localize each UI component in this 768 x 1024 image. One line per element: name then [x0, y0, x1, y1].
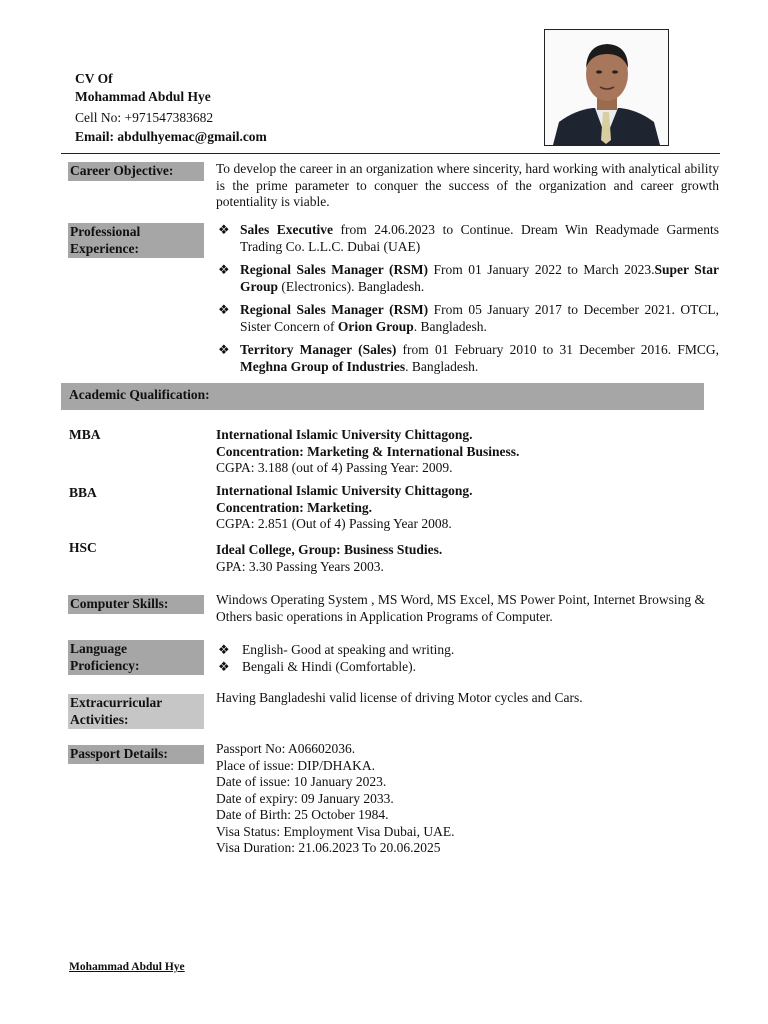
- diamond-bullet-icon: ❖: [218, 658, 230, 674]
- career-objective-label: Career Objective:: [68, 162, 204, 181]
- job-title: Regional Sales Manager (RSM): [240, 262, 429, 277]
- header-divider: [61, 153, 720, 154]
- experience-item: [216, 342, 719, 375]
- professional-experience-label-line2: Experience:: [70, 240, 139, 256]
- visa-status: Visa Status: Employment Visa Dubai, UAE.: [216, 823, 455, 839]
- experience-list: [216, 222, 719, 382]
- language-item: [216, 659, 719, 676]
- language-list: [216, 642, 719, 675]
- language-item: [216, 642, 719, 659]
- career-objective-text: To develop the career in an organization where sincerity, hard working with analytical ability is the prime parameter to conquer the success of the organization and career growth potentiality is viable.: [216, 161, 719, 209]
- extracurricular-label-line2: Activities:: [70, 711, 129, 727]
- email: Email: abdulhyemac@gmail.com: [75, 129, 267, 144]
- job-title: Regional Sales Manager (RSM): [240, 302, 429, 317]
- degree-details: [216, 483, 719, 533]
- extracurricular-label-line1: Extracurricular: [70, 695, 163, 710]
- company-name: Orion Group: [337, 318, 414, 334]
- profile-photo: [544, 29, 669, 146]
- degree-details: [216, 427, 719, 477]
- visa-duration: Visa Duration: 21.06.2023 To 20.06.2025: [216, 840, 441, 855]
- cell-number: Cell No: +971547383682: [75, 110, 214, 125]
- computer-skills-text: Windows Operating System , MS Word, MS Excel, MS Power Point, Internet Browsing & Others basic operations in Application Programs of Computer.: [216, 592, 705, 624]
- place-of-issue: Place of issue: DIP/DHAKA.: [216, 757, 375, 773]
- date-of-issue: Date of issue: 10 January 2023.: [216, 774, 387, 789]
- diamond-bullet-icon: ❖: [218, 642, 230, 657]
- academic-qualification-label: Academic Qualification:: [69, 387, 210, 402]
- company-name: Meghna Group of Industries: [240, 358, 406, 374]
- professional-experience-label-line1: Professional: [70, 224, 141, 239]
- passport-details-label: Passport Details:: [68, 745, 204, 764]
- experience-item: [216, 222, 719, 255]
- concentration: Concentration: Marketing.: [216, 499, 372, 515]
- institution: Ideal College, Group: Business Studies.: [216, 542, 443, 557]
- footer-name: Mohammad Abdul Hye: [69, 961, 185, 973]
- extracurricular-label: [68, 694, 204, 729]
- result: CGPA: 2.851 (Out of 4) Passing Year 2008.: [216, 516, 452, 531]
- job-title: Sales Executive: [240, 222, 334, 237]
- concentration: Concentration: Marketing & International Business.: [216, 443, 520, 459]
- language-text: Bengali & Hindi (Comfortable).: [242, 658, 416, 674]
- diamond-bullet-icon: ❖: [218, 262, 230, 277]
- degree-details: [216, 542, 719, 575]
- experience-item: [216, 262, 719, 295]
- portrait-image: [545, 30, 668, 145]
- date-of-birth: Date of Birth: 25 October 1984.: [216, 807, 389, 822]
- degree-name: HSC: [69, 540, 97, 555]
- company-name: Super Star Group: [240, 262, 719, 294]
- language-label-line2: Proficiency:: [70, 657, 140, 673]
- job-period: From 05 January 2017 to December 2021. OTCL, Sister Concern of: [240, 302, 719, 334]
- job-details: . Bangladesh.: [413, 318, 487, 334]
- job-title: Territory Manager (Sales): [240, 342, 397, 357]
- diamond-bullet-icon: ❖: [218, 342, 230, 357]
- diamond-bullet-icon: ❖: [218, 302, 230, 317]
- candidate-name: Mohammad Abdul Hye: [75, 89, 211, 104]
- passport-number: Passport No: A06602036.: [216, 741, 356, 756]
- job-period: From 01 January 2022 to March 2023.: [428, 262, 655, 277]
- job-period: from 01 February 2010 to 31 December 2016. FMCG,: [396, 342, 719, 357]
- professional-experience-label: [68, 223, 204, 258]
- result: GPA: 3.30 Passing Years 2003.: [216, 558, 384, 574]
- diamond-bullet-icon: ❖: [218, 222, 230, 237]
- cv-heading: CV Of: [75, 71, 113, 86]
- language-proficiency-label: [68, 640, 204, 675]
- job-details: . Bangladesh.: [405, 358, 479, 374]
- language-text: English- Good at speaking and writing.: [242, 642, 455, 657]
- degree-name: MBA: [69, 427, 101, 442]
- degree-name: BBA: [69, 485, 97, 500]
- extracurricular-text: Having Bangladeshi valid license of driving Motor cycles and Cars.: [216, 690, 583, 705]
- passport-details: [216, 741, 719, 857]
- job-details: (Electronics). Bangladesh.: [278, 278, 425, 294]
- experience-item: [216, 302, 719, 335]
- date-of-expiry: Date of expiry: 09 January 2033.: [216, 790, 394, 806]
- language-label-line1: Language: [70, 641, 128, 656]
- institution: International Islamic University Chittagong.: [216, 427, 473, 442]
- computer-skills-label: Computer Skills:: [68, 595, 204, 614]
- result: CGPA: 3.188 (out of 4) Passing Year: 2009.: [216, 460, 453, 475]
- job-details: from 24.06.2023 to Continue. Dream Win Readymade Garments Trading Co. L.L.C. Dubai (UAE): [240, 222, 719, 254]
- academic-qualification-header: [61, 383, 704, 410]
- institution: International Islamic University Chittagong.: [216, 483, 473, 498]
